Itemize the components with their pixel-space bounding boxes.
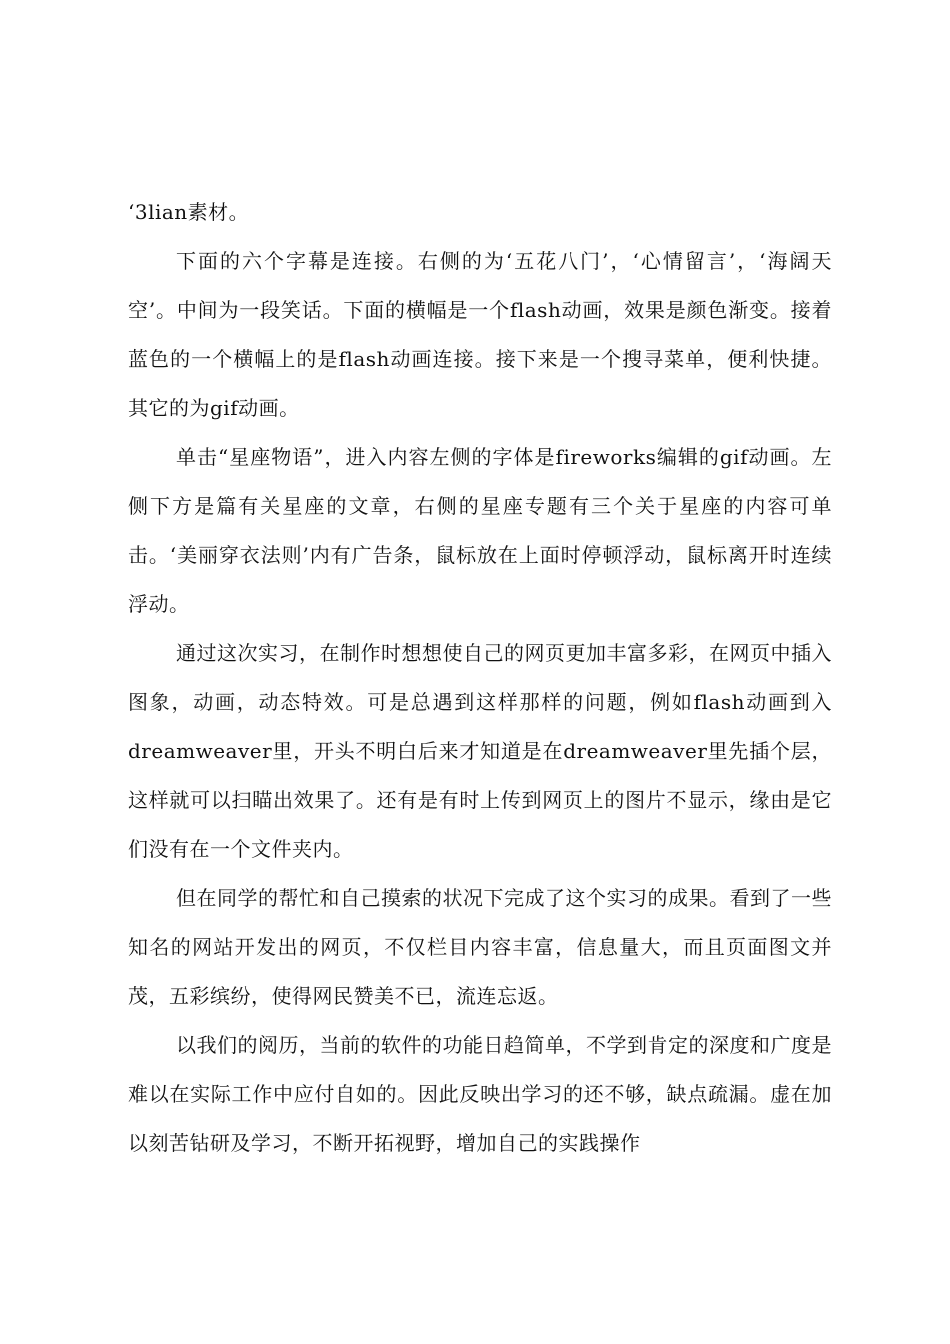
paragraph-internship-results: 但在同学的帮忙和自己摸索的状况下完成了这个实习的成果。看到了一些知名的网站开发出的网页，不仅栏目内容丰富，信息量大，而且页面图文并茂，五彩缤纷，使得网民赞美不已，流连忘返。: [128, 886, 832, 1008]
paragraph-reflection: 以我们的阅历，当前的软件的功能日趋简单，不学到肯定的深度和广度是难以在实际工作中应付自如的。因此反映出学习的还不够，缺点疏漏。虚在加以刻苦钻研及学习，不断开拓视野，增加自己的实践操作: [128, 1033, 832, 1155]
paragraph-constellation-page: 单击“星座物语”，进入内容左侧的字体是fireworks编辑的gif动画。左侧下方是篇有关星座的文章，右侧的星座专题有三个关于星座的内容可单击。‘美丽穿衣法则’内有广告条，鼠标放在上面时停顿浮动，鼠标离开时连续浮动。: [128, 445, 832, 616]
document-body: [128, 188, 832, 1168]
paragraph-continuation: ‘3lian素材。: [128, 200, 250, 224]
paragraph-internship-problems: 通过这次实习，在制作时想想使自己的网页更加丰富多彩，在网页中插入图象，动画，动态特效。可是总遇到这样那样的问题，例如flash动画到入dreamweaver里，开头不明白后来才知道是在dreamweaver里先插个层，这样就可以扫瞄出效果了。还有是有时上传到网页上的图片不显示，缘由是它们没有在一个文件夹内。: [128, 641, 832, 861]
paragraph-subtitles-description: 下面的六个字幕是连接。右侧的为‘五花八门’，‘心情留言’，‘海阔天空’。中间为一段笑话。下面的横幅是一个flash动画，效果是颜色渐变。接着蓝色的一个横幅上的是flash动画连接。接下来是一个搜寻菜单，便利快捷。其它的为gif动画。: [128, 249, 832, 420]
